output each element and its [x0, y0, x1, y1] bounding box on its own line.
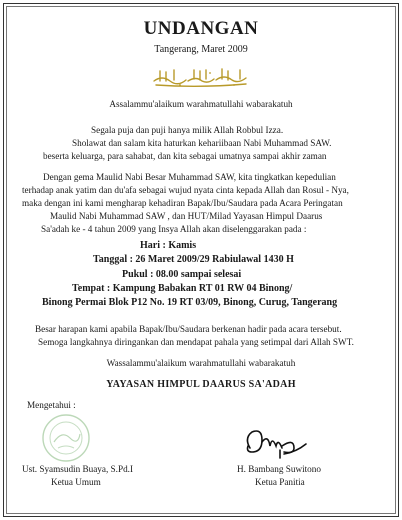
invitation-line-4: Maulid Nabi Muhammad SAW , dan HUT/Milad Yayasan Himpul Daarus [50, 211, 323, 221]
left-signatory-role: Ketua Umum [51, 477, 101, 487]
bismillah-calligraphy [150, 66, 252, 88]
invitation-line-1: Dengan gema Maulid Nabi Besar Muhammad SAW, kita tingkatkan kepedulian [43, 172, 336, 182]
chairman-signature [240, 424, 312, 464]
acknowledged-label: Mengetahui : [27, 400, 76, 410]
intro-line-3: beserta keluarga, para sahabat, dan kita sebagai umatnya sampai akhir zaman [43, 151, 327, 161]
opening-greeting: Assalammu'alaikum warahmatullahi wabarakatuh [109, 99, 293, 109]
event-day: Hari : Kamis [140, 240, 197, 251]
event-place-line-1: Tempat : Kampung Babakan RT 01 RW 04 Binong/ [72, 283, 293, 294]
invitation-line-2: terhadap anak yatim dan du'afa sebagai wujud nyata cinta kepada Allah dan Rosul - Nya, [22, 185, 349, 195]
closing-line-1: Besar harapan kami apabila Bapak/Ibu/Saudara berkenan hadir pada acara tersebut. [35, 324, 342, 334]
invitation-line-5: Sa'adah ke - 4 tahun 2009 yang Insya Allah akan diselenggarakan pada : [41, 224, 307, 234]
closing-greeting: Wassalammu'alaikum warahmatullahi wabarakatuh [106, 358, 296, 368]
intro-line-2: Sholawat dan salam kita haturkan kehariibaan Nabi Muhammad SAW. [72, 138, 332, 148]
invitation-line-3: maka dengan ini kami mengharap kehadiran Bapak/Ibu/Saudara pada Acara Peringatan [22, 198, 343, 208]
closing-line-2: Semoga langkahnya diringankan dan mendapat pahala yang setimpal dari Allah SWT. [38, 337, 354, 347]
right-signatory-role: Ketua Panitia [255, 477, 305, 487]
event-place-line-2: Binong Permai Blok P12 No. 19 RT 03/09, Binong, Curug, Tangerang [42, 297, 338, 308]
left-signatory-name: Ust. Syamsudin Buaya, S.Pd.I [22, 464, 134, 474]
right-signatory-name: H. Bambang Suwitono [237, 464, 321, 474]
intro-line-1: Segala puja dan puji hanya milik Allah Robbul Izza. [91, 125, 284, 135]
organization-stamp [40, 412, 92, 464]
place-date: Tangerang, Maret 2009 [154, 44, 248, 55]
organization-name: YAYASAN HIMPUL DAARUS SA'ADAH [106, 379, 296, 390]
letter-title: UNDANGAN [143, 18, 259, 39]
event-date: Tanggal : 26 Maret 2009/29 Rabiulawal 1430 H [93, 254, 294, 265]
event-time: Pukul : 08.00 sampai selesai [122, 269, 242, 280]
